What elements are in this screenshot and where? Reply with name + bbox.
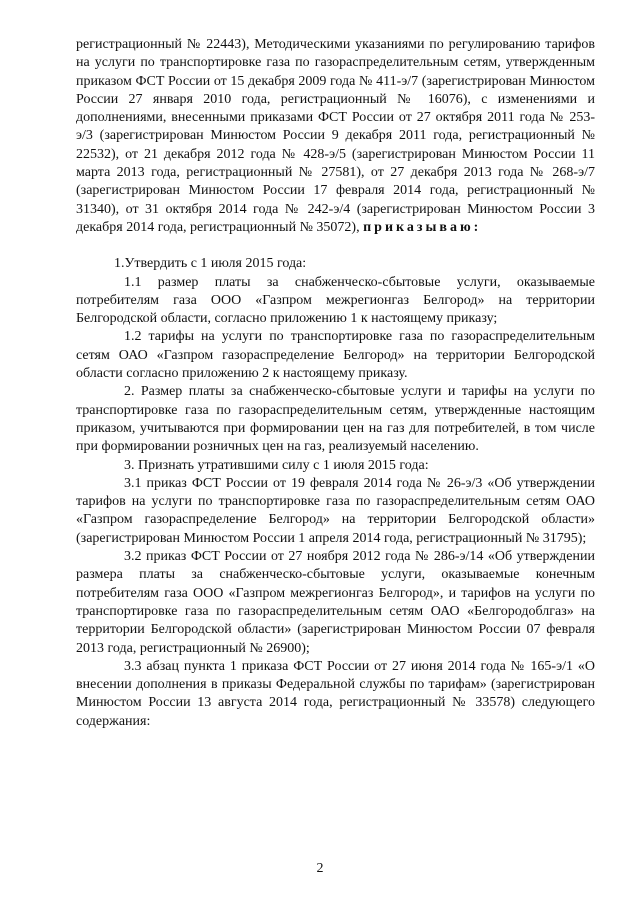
item-2: 2. Размер платы за снабженческо-сбытовые услуги и тарифы на услуги по транспортировке газа по газораспределительным сетям, утвержденные настоящим приказом, учитываются при формировании цен на газ для потребителей, в том числе при формировании розничных цен на газ, реализуемый населению. bbox=[76, 384, 595, 455]
item-1-1: 1.1 размер платы за снабженческо-сбытовые услуги, оказываемые потребителям газа ООО «Газпром межрегионгаз Белгород» на территории Белгородской области, согласно приложению 1 к настоящему приказу; bbox=[76, 274, 595, 327]
item-3-2: 3.2 приказ ФСТ России от 27 ноября 2012 года № 286-э/14 «Об утверждении размера платы за снабженческо-сбытовые услуги, оказываемые конечным потребителям газа ООО «Газпром межрегионгаз Белгород», и тарифов на услуги по транспортировке газа по газораспределительным сетям ОАО «Белгородоблгаз» на территории Белгородской области» (зарегистрирован Минюстом России 07 февраля 2013 года, регистрационный № 26900); bbox=[76, 549, 595, 656]
paragraph-gap bbox=[76, 237, 595, 255]
item-1-2: 1.2 тарифы на услуги по транспортировке газа по газораспределительным сетям ОАО «Газпром газораспределение Белгород» на территории Белгородской области согласно приложению 2 к настоящему приказу. bbox=[76, 329, 595, 382]
item-1: 1.Утвердить с 1 июля 2015 года: bbox=[114, 256, 307, 272]
document-body bbox=[76, 36, 595, 731]
item-3-3: 3.3 абзац пункта 1 приказа ФСТ России от 27 июня 2014 года № 165-э/1 «О внесении дополнения в приказы Федеральной службы по тарифам» (зарегистрирован Минюстом России 13 августа 2014 года, регистрационный № 33578) следующего содержания: bbox=[76, 658, 595, 729]
page-number: 2 bbox=[316, 861, 324, 876]
order-word: приказываю: bbox=[363, 219, 482, 235]
item-3: 3. Признать утратившими силу с 1 июля 2015 года: bbox=[124, 457, 429, 473]
item-3-1: 3.1 приказ ФСТ России от 19 февраля 2014 года № 26-э/3 «Об утверждении тарифов на услуги по транспортировке газа по газораспределительным сетям ОАО «Газпром газораспределение Белгород» на территории Белгородской области» (зарегистрирован Минюстом России 1 апреля 2014 года, регистрационный № 31795); bbox=[76, 475, 595, 546]
intro-paragraph bbox=[76, 36, 595, 237]
intro-text: регистрационный № 22443), Методическими указаниями по регулированию тарифов на услуги по транспортировке газа по газораспределительным сетям, утвержденным приказом ФСТ России от 15 декабря 2009 года № 411-э/7 (зарегистрирован Минюстом России 27 января 2010 года, регистрационный № 16076), с изменениями и дополнениями, внесенными приказами ФСТ России от 27 октября 2011 года № 253-э/3 (зарегистрирован Минюстом России 9 декабря 2011 года, регистрационный № 22532), от 21 декабря 2012 года № 428-э/5 (зарегистрирован Минюстом России 11 марта 2013 года, регистрационный № 27581), от 27 декабря 2013 года № 268-э/7 (зарегистрирован Минюстом России 17 февраля 2014 года, регистрационный № 31340), от 31 октября 2014 года № 242-э/4 (зарегистрирован Минюстом России 3 декабря 2014 года, регистрационный № 35072), bbox=[76, 37, 595, 235]
